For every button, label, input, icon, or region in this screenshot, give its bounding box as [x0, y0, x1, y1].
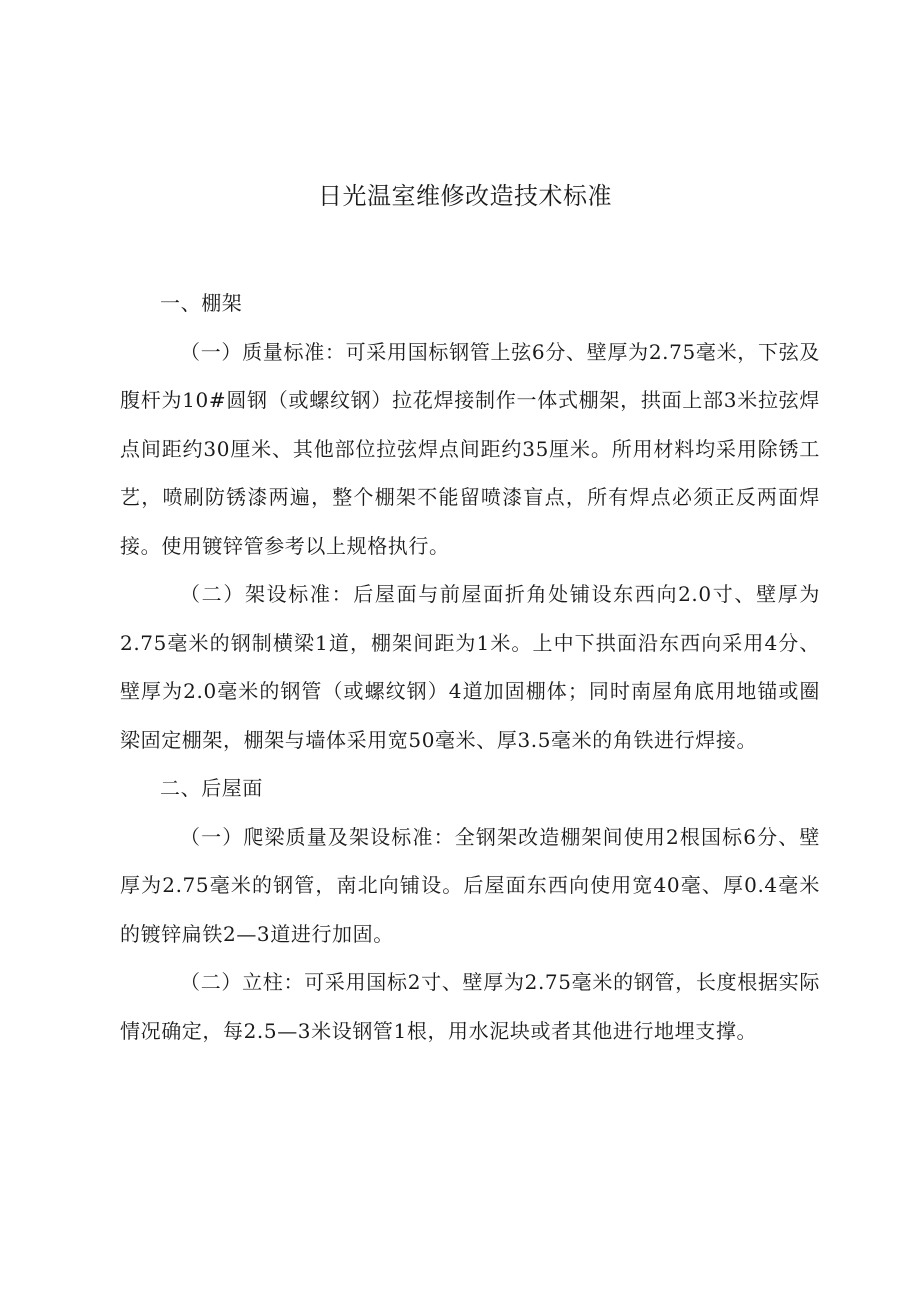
- paragraph-purlin-standard: （一）爬梁质量及架设标准：全钢架改造棚架间使用2根国标6分、壁厚为2.75毫米的钢管，南北向铺设。后屋面东西向使用宽40毫、厚0.4毫米的镀锌扁铁2—3道进行加固。: [120, 824, 820, 946]
- paragraph-quality-standard: （一）质量标准：可采用国标钢管上弦6分、壁厚为2.75毫米，下弦及腹杆为10#圆钢（或螺纹钢）拉花焊接制作一体式棚架，拱面上部3米拉弦焊点间距约30厘米、其他部位拉弦焊点间距约35厘米。所用材料均采用除锈工艺，喷刷防锈漆两遍，整个棚架不能留喷漆盲点，所有焊点必须正反两面焊接。使用镀锌管参考以上规格执行。: [120, 339, 820, 558]
- paragraph-column-standard: （二）立柱：可采用国标2寸、壁厚为2.75毫米的钢管，长度根据实际情况确定，每2.5—3米设钢管1根，用水泥块或者其他进行地埋支撑。: [120, 970, 820, 1043]
- document-body: [120, 279, 820, 1055]
- document-title: 日光温室维修改造技术标准: [318, 182, 612, 210]
- paragraph-erection-standard: （二）架设标准：后屋面与前屋面折角处铺设东西向2.0寸、壁厚为2.75毫米的钢制横梁1道，棚架间距为1米。上中下拱面沿东西向采用4分、壁厚为2.0毫米的钢管（或螺纹钢）4道加固棚体；同时南屋角底用地锚或圈梁固定棚架，棚架与墙体采用宽50毫米、厚3.5毫米的角铁进行焊接。: [120, 582, 820, 752]
- section-heading-rear-roof: 二、后屋面: [160, 776, 263, 800]
- section-heading-frame: 一、棚架: [160, 291, 243, 315]
